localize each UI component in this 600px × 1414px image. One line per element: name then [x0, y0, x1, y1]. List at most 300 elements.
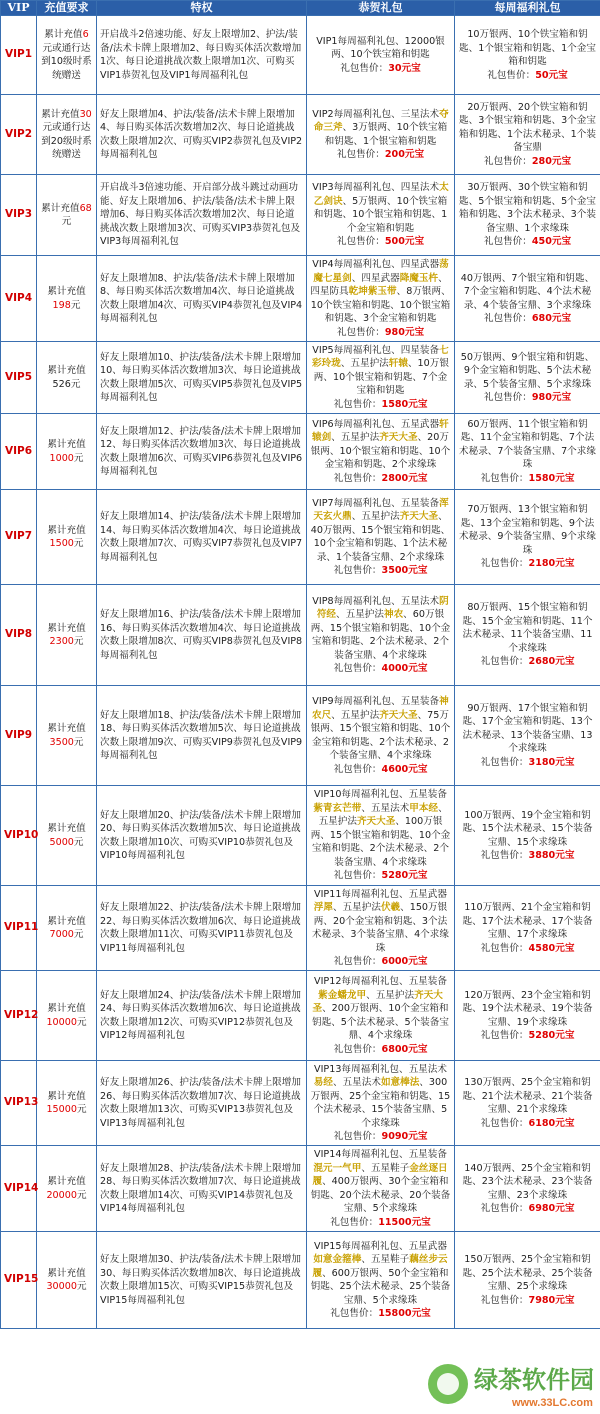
weekly-content: 10万银两、10个铁宝箱和钥匙、1个银宝箱和钥匙、1个金宝箱和钥匙	[459, 29, 596, 67]
item-name: 太乙剑诀	[313, 182, 449, 207]
gift-pack	[307, 886, 455, 971]
recharge-requirement	[37, 175, 97, 256]
weekly-price: 7980元宝	[528, 1294, 575, 1306]
price-label: 礼包售价：	[480, 1117, 529, 1129]
header-vip: VIP	[1, 1, 37, 16]
table-row	[1, 786, 600, 886]
amount: 3500	[49, 736, 74, 748]
item-name: 神农	[383, 609, 404, 620]
privilege-text: 好友上限增加14、护法/装备/法术卡牌上限增加14、每日购买体活次数增加4次、每日论道挑战次数上限增加7次、可购买VIP7恭贺礼包及VIP7每周福利礼包	[97, 490, 307, 585]
weekly-price-line	[458, 1202, 597, 1216]
gift-price-line	[310, 763, 451, 777]
text-segment: 元	[73, 636, 84, 647]
amount: 1000	[49, 452, 74, 464]
vip-level: VIP2	[1, 95, 37, 175]
text-segment: 累计充值	[47, 823, 86, 834]
text-segment: 、3万银两、10个铁宝箱和钥匙、1个银宝箱和钥匙	[324, 122, 448, 147]
vip-level: VIP5	[1, 342, 37, 414]
price-label: 礼包售价：	[333, 870, 382, 882]
privilege-text: 开启战斗2倍速功能、好友上限增加2、护法/装备/法术卡牌上限增加2、每日购买体活次数增加1次、每日论道挑战次数上限增加1次、可购买VIP1恭贺礼包及VIP1每周福利礼包	[97, 16, 307, 95]
amount: 15000	[46, 1104, 77, 1115]
text-segment: 、10万银两、10个银宝箱和钥匙、7个金宝箱和钥匙	[313, 358, 449, 397]
gift-price-line	[310, 398, 451, 412]
table-row	[1, 1146, 600, 1232]
text-segment: 、五星护法	[331, 432, 380, 444]
item-name: 夺命三斧	[313, 108, 449, 133]
weekly-price-line	[458, 69, 597, 83]
price-label: 礼包售价：	[480, 756, 529, 768]
item-name: 齐天大圣	[379, 709, 418, 721]
weekly-pack	[455, 585, 600, 686]
price-label: 礼包售价：	[480, 942, 529, 954]
amount: 6	[82, 29, 89, 40]
gift-content	[310, 497, 451, 565]
gift-pack	[307, 686, 455, 786]
text-segment: VIP6每周福利礼包、五星武器	[312, 418, 440, 430]
recharge-requirement	[37, 886, 97, 971]
gift-price: 500元宝	[384, 236, 425, 248]
header-gift: 恭贺礼包	[307, 1, 455, 16]
gift-price-line	[310, 326, 451, 340]
gift-price-line	[310, 62, 451, 76]
text-segment: 、五星法术	[332, 1077, 381, 1088]
text-segment: 累计充值	[47, 365, 86, 376]
weekly-price: 280元宝	[531, 155, 572, 167]
weekly-pack	[455, 786, 600, 886]
vip-level: VIP7	[1, 490, 37, 585]
text-segment: 、400万银两、30个金宝箱和钥匙、20个法术秘录、20个装备宝鼎、5个求缘珠	[310, 1176, 451, 1214]
gift-price: 15800元宝	[378, 1308, 431, 1319]
price-label: 礼包售价：	[336, 149, 385, 160]
weekly-content: 110万银两、21个金宝箱和钥匙、17个法术秘录、17个装备宝鼎、17个求缘珠	[462, 902, 593, 940]
weekly-price-line	[458, 472, 597, 486]
header-requirement: 充值要求	[37, 1, 97, 16]
item-name: 伏羲	[380, 902, 401, 913]
text-segment: 累计充值	[47, 1003, 86, 1014]
watermark-url: www.33LC.com	[512, 1397, 593, 1409]
weekly-price: 1580元宝	[528, 472, 575, 484]
text-segment: 元	[61, 216, 72, 227]
weekly-price-line	[458, 1294, 597, 1308]
text-segment: 累计充值	[47, 1176, 86, 1187]
recharge-requirement	[37, 342, 97, 414]
price-label: 礼包售价：	[480, 1294, 529, 1306]
privilege-text: 好友上限增加22、护法/装备/法术卡牌上限增加22、每日购买体活次数增加6次、每日论道挑战次数上限增加11次、可购买VIP11恭贺礼包及VIP11每周福利礼包	[97, 886, 307, 971]
item-name: 藕丝步云履	[312, 1254, 448, 1279]
table-row	[1, 16, 600, 95]
text-segment: 、五星护法	[332, 902, 381, 913]
item-name: 乾坤紫玉带	[348, 286, 397, 297]
table-row	[1, 95, 600, 175]
price-label: 礼包售价：	[333, 663, 382, 674]
amount: 68	[79, 202, 92, 214]
text-segment: 元	[76, 1189, 87, 1201]
text-segment: 、四星武器	[351, 272, 400, 284]
privilege-text: 好友上限增加28、护法/装备/法术卡牌上限增加28、每日购买体活次数增加7次、每日论道挑战次数上限增加14次、可购买VIP14恭贺礼包及VIP14每周福利礼包	[97, 1146, 307, 1232]
price-label: 礼包售价：	[480, 1203, 529, 1214]
item-name: 齐天大圣	[399, 511, 439, 522]
gift-pack	[307, 1146, 455, 1232]
recharge-requirement	[37, 490, 97, 585]
weekly-price: 50元宝	[535, 69, 568, 81]
text-segment: 元	[76, 1016, 87, 1028]
item-name: 金丝逐日履	[312, 1162, 448, 1187]
privilege-text: 好友上限增加8、护法/装备/法术卡牌上限增加8、每日购买体活次数增加4次、每日论道挑战次数上限增加4次、可购买VIP4恭贺礼包及VIP4每周福利礼包	[97, 256, 307, 342]
weekly-price: 4580元宝	[528, 942, 575, 954]
gift-price: 6000元宝	[381, 956, 428, 967]
vip-level: VIP11	[1, 886, 37, 971]
text-segment: 、75万银两、15个银宝箱和钥匙、10个金宝箱和钥匙、2个法术秘录、2个装备宝鼎、4个求缘珠	[310, 709, 451, 761]
gift-price: 6800元宝	[381, 1043, 428, 1055]
text-segment: 、100万银两、15个银宝箱和钥匙、10个金宝箱和钥匙、2个法术秘录、2个装备宝鼎、4个求缘珠	[310, 816, 451, 868]
amount: 20000	[46, 1189, 77, 1201]
text-segment: 累计充值	[47, 524, 86, 536]
vip-level: VIP10	[1, 786, 37, 886]
weekly-price-line	[458, 312, 597, 326]
weekly-price-line	[458, 1117, 597, 1131]
item-name: 阴符经	[316, 595, 449, 620]
amount: 1500	[49, 538, 74, 549]
item-name: 神农尺	[312, 696, 449, 721]
privilege-text: 好友上限增加10、护法/装备/法术卡牌上限增加10、每日购买体活次数增加3次、每日论道挑战次数上限增加5次、可购买VIP5恭贺礼包及VIP5每周福利礼包	[97, 342, 307, 414]
text-segment: VIP8每周福利礼包、五星法术	[312, 595, 440, 607]
recharge-requirement	[37, 16, 97, 95]
weekly-price-line	[458, 391, 597, 405]
item-name: 如意棒法	[380, 1077, 420, 1088]
privilege-text: 好友上限增加12、护法/装备/法术卡牌上限增加12、每日购买体活次数增加3次、每日论道挑战次数上限增加6次、可购买VIP6恭贺礼包及VIP6每周福利礼包	[97, 414, 307, 490]
gift-pack	[307, 175, 455, 256]
privilege-text: 开启战斗3倍速功能、开启部分战斗跳过动画功能、好友上限增加6、护法/装备/法术卡牌上限增加6、每日购买体活次数增加2次、每日论道挑战次数上限增加3次、可购买VIP3恭贺礼包及VIP3每周福利礼包	[97, 175, 307, 256]
item-name: 齐天大圣	[356, 816, 396, 828]
item-name: 七彩玲珑	[312, 344, 449, 370]
vip-level: VIP15	[1, 1232, 37, 1329]
weekly-price: 980元宝	[531, 392, 572, 403]
text-segment: VIP7每周福利礼包、五星装备	[312, 497, 440, 509]
weekly-content: 90万银两、17个银宝箱和钥匙、17个金宝箱和钥匙、13个法术秘录、13个装备宝鼎、13个求缘珠	[462, 702, 593, 755]
text-segment: 元	[73, 452, 84, 464]
item-name: 浑天玄火鼎	[313, 497, 449, 522]
text-segment: 累计充值	[47, 1090, 86, 1102]
gift-price-line	[310, 148, 451, 162]
vip-rows	[1, 16, 600, 1329]
weekly-content: 130万银两、25个金宝箱和钥匙、21个法术秘录、21个装备宝鼎、21个求缘珠	[462, 1077, 593, 1115]
header-row	[1, 1, 600, 16]
text-segment: 、300万银两、25个金宝箱和钥匙、15个法术秘录、15个装备宝鼎、5个求缘珠	[310, 1077, 451, 1129]
amount: 5000	[49, 836, 74, 848]
gift-price: 200元宝	[384, 149, 425, 160]
weekly-price-line	[458, 942, 597, 956]
item-name: 轩辕	[388, 358, 408, 370]
price-label: 礼包售价：	[480, 558, 529, 570]
item-name: 甲本经	[409, 802, 439, 814]
weekly-price-line	[458, 655, 597, 669]
recharge-requirement	[37, 1061, 97, 1146]
gift-pack	[307, 786, 455, 886]
weekly-price-line	[458, 756, 597, 770]
item-name: 紫青玄芒带	[313, 802, 362, 814]
text-segment: VIP14每周福利礼包、五星装备	[314, 1149, 447, 1160]
text-segment: 累计充值	[44, 29, 83, 40]
price-label: 礼包售价：	[483, 236, 532, 248]
text-segment: 、8万银两、10个铁宝箱和钥匙、10个银宝箱和钥匙、3个金宝箱和钥匙	[310, 286, 451, 324]
table-row	[1, 1061, 600, 1146]
gift-content	[310, 1148, 451, 1216]
item-name: 荡魔七星剑	[313, 259, 449, 284]
gift-pack	[307, 342, 455, 414]
text-segment: 元或通行达到20级时系统赠送	[41, 122, 92, 160]
gift-pack	[307, 16, 455, 95]
gift-content	[310, 975, 451, 1043]
gift-price: 1580元宝	[381, 398, 428, 410]
vip-level: VIP12	[1, 971, 37, 1061]
text-segment: 、40万银两、15个银宝箱和钥匙、10个金宝箱和钥匙、1个法术秘录、1个装备宝鼎、2个求缘珠	[310, 511, 451, 563]
text-segment: VIP2每周福利礼包、三星法术	[312, 108, 440, 120]
text-segment: 累计充值	[47, 439, 86, 450]
gift-pack	[307, 1061, 455, 1146]
text-segment: VIP4每周福利礼包、四星武器	[312, 259, 440, 270]
gift-content	[310, 695, 451, 763]
gift-price: 2800元宝	[381, 472, 428, 484]
price-label: 礼包售价：	[336, 326, 385, 338]
recharge-requirement	[37, 786, 97, 886]
text-segment: VIP11每周福利礼包、五星武器	[314, 888, 447, 900]
table-row	[1, 686, 600, 786]
item-name: 混元一气甲	[313, 1162, 362, 1174]
price-label: 礼包售价：	[483, 155, 532, 167]
vip-level: VIP3	[1, 175, 37, 256]
weekly-content: 150万银两、25个金宝箱和钥匙、25个法术秘录、25个装备宝鼎、25个求缘珠	[462, 1254, 593, 1292]
price-label: 礼包售价：	[336, 236, 385, 248]
text-segment: 累计充值	[47, 915, 86, 927]
gift-price-line	[310, 869, 451, 883]
weekly-price: 5280元宝	[528, 1030, 575, 1041]
gift-price-line	[310, 955, 451, 969]
text-segment: 526元	[52, 378, 81, 390]
text-segment: 累计充值	[47, 1267, 86, 1279]
recharge-requirement	[37, 414, 97, 490]
weekly-pack	[455, 1232, 600, 1329]
text-segment: 元	[73, 929, 84, 940]
weekly-pack	[455, 175, 600, 256]
price-label: 礼包售价：	[333, 763, 382, 775]
gift-content	[310, 1240, 451, 1308]
weekly-price-line	[458, 235, 597, 249]
weekly-content: 70万银两、13个银宝箱和钥匙、13个金宝箱和钥匙、9个法术秘录、9个装备宝鼎、9个求缘珠	[459, 504, 596, 556]
text-segment: 、600万银两、50个金宝箱和钥匙、25个法术秘录、25个装备宝鼎、5个求缘珠	[310, 1267, 451, 1306]
price-label: 礼包售价：	[333, 472, 382, 484]
weekly-price: 6980元宝	[528, 1203, 575, 1214]
text-segment: 元	[73, 538, 84, 549]
gift-price: 30元宝	[388, 62, 421, 74]
text-segment: 元	[73, 836, 84, 848]
table-row	[1, 1232, 600, 1329]
gift-content	[310, 181, 451, 235]
item-name: 齐天大圣	[379, 432, 418, 444]
weekly-content: 140万银两、25个金宝箱和钥匙、23个法术秘录、23个装备宝鼎、23个求缘珠	[462, 1162, 593, 1201]
weekly-content: 120万银两、23个金宝箱和钥匙、19个法术秘录、19个装备宝鼎、19个求缘珠	[462, 989, 593, 1028]
vip-level: VIP8	[1, 585, 37, 686]
gift-price: 3500元宝	[381, 565, 428, 576]
text-segment: VIP9每周福利礼包、五星装备	[312, 696, 440, 707]
vip-level: VIP1	[1, 16, 37, 95]
weekly-price: 6180元宝	[528, 1117, 575, 1129]
text-segment: 、60万银两、15个银宝箱和钥匙、10个金宝箱和钥匙、2个法术秘录、2个装备宝鼎、4个求缘珠	[310, 609, 451, 661]
price-label: 礼包售价：	[480, 1030, 529, 1041]
text-segment: 、20万银两、10个银宝箱和钥匙、10个金宝箱和钥匙、2个求缘珠	[310, 432, 451, 471]
text-segment: 元	[70, 299, 81, 311]
gift-pack	[307, 490, 455, 585]
gift-content	[310, 595, 451, 663]
vip-level: VIP6	[1, 414, 37, 490]
weekly-pack	[455, 16, 600, 95]
header-privilege: 特权	[97, 1, 307, 16]
amount: 2300	[49, 636, 74, 647]
vip-level: VIP14	[1, 1146, 37, 1232]
text-segment: 、五星护法	[331, 709, 380, 721]
text-segment: 、5万银两、10个铁宝箱和钥匙、10个银宝箱和钥匙、1个金宝箱和钥匙	[313, 195, 448, 234]
gift-price: 4000元宝	[381, 663, 428, 674]
text-segment: VIP1每周福利礼包、12000银两、10个铁宝箱和钥匙	[316, 35, 445, 61]
gift-content	[310, 344, 451, 398]
privilege-text: 好友上限增加18、护法/装备/法术卡牌上限增加18、每日购买体活次数增加5次、每日论道挑战次数上限增加9次、可购买VIP9恭贺礼包及VIP9每周福利礼包	[97, 686, 307, 786]
weekly-pack	[455, 886, 600, 971]
price-label: 礼包售价：	[330, 1308, 379, 1319]
table-row	[1, 256, 600, 342]
amount: 30	[79, 108, 92, 120]
price-label: 礼包售价：	[483, 392, 532, 403]
weekly-pack	[455, 256, 600, 342]
text-segment: VIP12每周福利礼包、五星装备	[314, 976, 447, 987]
price-label: 礼包售价：	[480, 656, 529, 668]
text-segment: 、五星护法	[336, 609, 384, 620]
price-label: 礼包售价：	[333, 1043, 382, 1055]
weekly-pack	[455, 686, 600, 786]
gift-price: 4600元宝	[381, 763, 428, 775]
text-segment: VIP5每周福利礼包、四星装备	[312, 344, 440, 356]
price-label: 礼包售价：	[480, 472, 529, 484]
amount: 30000	[46, 1281, 77, 1292]
weekly-price-line	[458, 1029, 597, 1043]
weekly-content: 80万银两、15个银宝箱和钥匙、15个金宝箱和钥匙、11个法术秘录、11个装备宝鼎、11个求缘珠	[462, 602, 593, 654]
amount: 198	[52, 299, 71, 311]
table-row	[1, 971, 600, 1061]
weekly-pack	[455, 414, 600, 490]
item-name: 浮犀	[313, 902, 333, 913]
weekly-price-line	[458, 557, 597, 571]
price-label: 礼包售价：	[483, 313, 532, 324]
gift-price-line	[310, 1216, 451, 1230]
weekly-pack	[455, 342, 600, 414]
gift-content	[310, 418, 451, 472]
price-label: 礼包售价：	[487, 69, 536, 81]
gift-content	[310, 35, 451, 62]
gift-pack	[307, 585, 455, 686]
recharge-requirement	[37, 585, 97, 686]
item-name: 如意金箍棒	[313, 1254, 362, 1265]
text-segment: 累计充值	[41, 202, 80, 214]
item-name: 紫金蟠龙甲	[318, 989, 367, 1001]
gift-price-line	[310, 1307, 451, 1321]
gift-pack	[307, 971, 455, 1061]
weekly-pack	[455, 971, 600, 1061]
text-segment: 元	[76, 1104, 87, 1115]
weekly-content: 100万银两、19个金宝箱和钥匙、15个法术秘录、15个装备宝鼎、15个求缘珠	[462, 809, 593, 848]
price-label: 礼包售价：	[333, 956, 382, 967]
recharge-requirement	[37, 95, 97, 175]
gift-content	[310, 108, 451, 149]
table-row	[1, 175, 600, 256]
price-label: 礼包售价：	[333, 398, 382, 410]
privilege-text: 好友上限增加16、护法/装备/法术卡牌上限增加16、每日购买体活次数增加4次、每日论道挑战次数上限增加8次、可购买VIP8恭贺礼包及VIP8每周福利礼包	[97, 585, 307, 686]
weekly-content: 60万银两、11个银宝箱和钥匙、11个金宝箱和钥匙、7个法术秘录、7个装备宝鼎、7个求缘珠	[459, 418, 596, 471]
gift-price-line	[310, 472, 451, 486]
privilege-text: 好友上限增加26、护法/装备/法术卡牌上限增加26、每日购买体活次数增加7次、每日论道挑战次数上限增加13次、可购买VIP13恭贺礼包及VIP13每周福利礼包	[97, 1061, 307, 1146]
weekly-price-line	[458, 849, 597, 863]
header-weekly: 每周福利礼包	[455, 1, 600, 16]
weekly-content: 50万银两、9个银宝箱和钥匙、9个金宝箱和钥匙、5个法术秘录、5个装备宝鼎、5个求缘珠	[460, 351, 595, 390]
text-segment: VIP15每周福利礼包、五星武器	[314, 1240, 447, 1252]
recharge-requirement	[37, 256, 97, 342]
table-row	[1, 414, 600, 490]
privilege-text: 好友上限增加20、护法/装备/法术卡牌上限增加20、每日购买体活次数增加5次、每日论道挑战次数上限增加10次、可购买VIP10恭贺礼包及VIP10每周福利礼包	[97, 786, 307, 886]
text-segment: 、五星鞋子	[361, 1254, 410, 1265]
item-name: 轩辕剑	[312, 418, 449, 444]
weekly-price: 2680元宝	[528, 656, 575, 668]
recharge-requirement	[37, 1146, 97, 1232]
gift-content	[310, 258, 451, 326]
gift-pack	[307, 1232, 455, 1329]
amount: 7000	[49, 929, 74, 940]
text-segment: 元或通行达到10级时系统赠送	[41, 42, 92, 81]
text-segment: 累计充值	[47, 286, 86, 297]
gift-price: 980元宝	[384, 326, 425, 338]
text-segment: 、150万银两、20个金宝箱和钥匙、3个法术秘录、3个装备宝鼎、4个求缘珠	[312, 902, 449, 954]
text-segment: 、四星防具	[310, 272, 448, 297]
vip-level: VIP13	[1, 1061, 37, 1146]
weekly-price: 680元宝	[531, 313, 572, 324]
recharge-requirement	[37, 1232, 97, 1329]
text-segment: VIP3每周福利礼包、四星法术	[312, 182, 440, 194]
gift-pack	[307, 414, 455, 490]
weekly-price: 450元宝	[531, 236, 572, 248]
gift-content	[310, 788, 451, 869]
text-segment: 累计充值	[47, 723, 86, 734]
text-segment: 元	[76, 1281, 87, 1292]
weekly-pack	[455, 1146, 600, 1232]
text-segment: 、五星护法	[340, 358, 389, 370]
gift-price: 5280元宝	[381, 870, 428, 882]
recharge-requirement	[37, 686, 97, 786]
item-name: 齐天大圣	[312, 989, 443, 1014]
weekly-price-line	[458, 155, 597, 169]
text-segment: 、五星法术	[361, 802, 410, 814]
weekly-content: 20万银两、20个铁宝箱和钥匙、3个银宝箱和钥匙、3个金宝箱和钥匙、1个法术秘录、1个装备宝鼎	[459, 101, 596, 154]
price-label: 礼包售价：	[333, 565, 382, 576]
text-segment: 累计充值	[41, 108, 80, 120]
privilege-text: 好友上限增加30、护法/装备/法术卡牌上限增加30、每日购买体活次数增加8次、每日论道挑战次数上限增加15次、可购买VIP15恭贺礼包及VIP15每周福利礼包	[97, 1232, 307, 1329]
gift-price-line	[310, 564, 451, 578]
text-segment: 累计充值	[47, 622, 86, 634]
price-label: 礼包售价：	[333, 1131, 382, 1142]
table-row	[1, 342, 600, 414]
weekly-pack	[455, 1061, 600, 1146]
vip-level: VIP9	[1, 686, 37, 786]
text-segment: 、五星护法	[366, 989, 415, 1001]
item-name: 易经	[313, 1077, 333, 1088]
price-label: 礼包售价：	[480, 850, 529, 861]
table-row	[1, 886, 600, 971]
weekly-price: 3180元宝	[528, 756, 575, 768]
